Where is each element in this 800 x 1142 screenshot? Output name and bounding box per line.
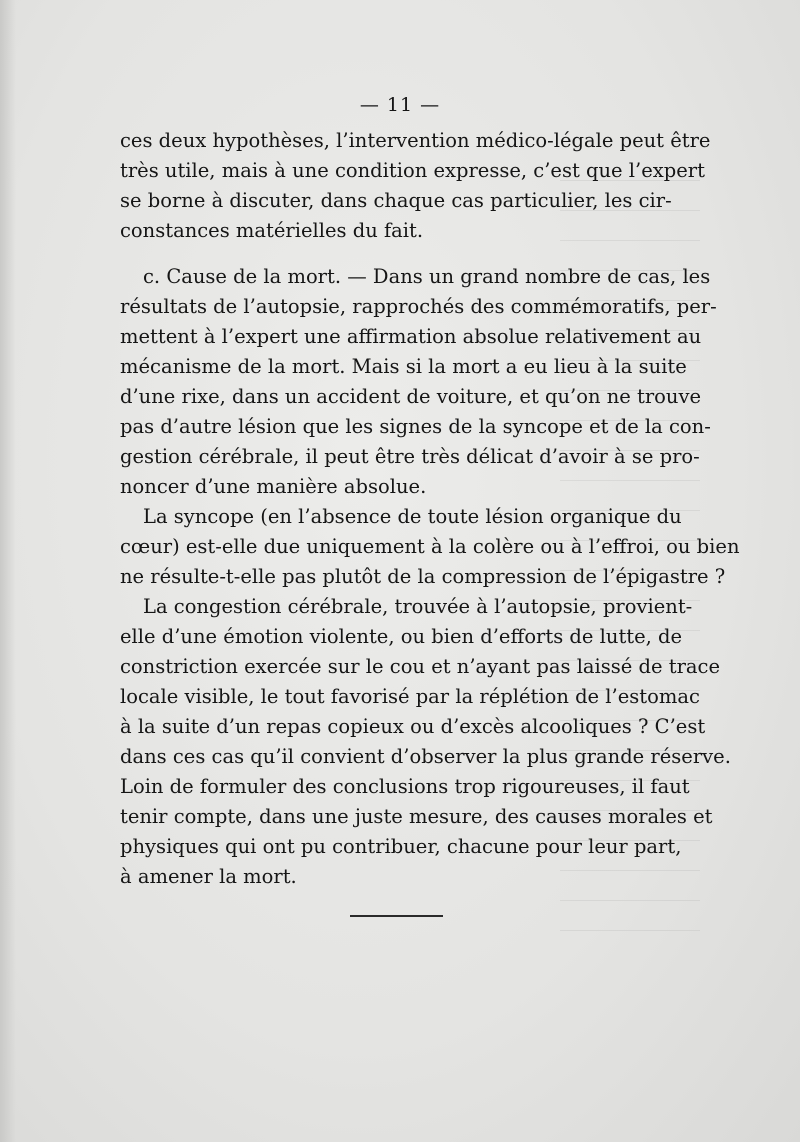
text-line: d’une rixe, dans un accident de voiture, et qu’on ne trouve [120,385,702,408]
text-line: gestion cérébrale, il peut être très délicat d’avoir à se pro- [120,445,700,468]
text-line: à amener la mort. [120,865,297,888]
text-line: constriction exercée sur le cou et n’ayant pas laissé de trace [120,655,721,678]
text-line: physiques qui ont pu contribuer, chacune pour leur part, [120,835,682,858]
text-line: La syncope (en l’absence de toute lésion organique du [143,505,682,528]
text-line: ne résulte-t-elle pas plutôt de la compression de l’épigastre ? [120,565,726,588]
text-line: cœur) est-elle due uniquement à la colère ou à l’effroi, ou bien [120,535,740,558]
text-line: très utile, mais à une condition expresse, c’est que l’expert [120,159,705,182]
text-line: ces deux hypothèses, l’intervention médico-légale peut être [120,129,711,152]
text-line: à la suite d’un repas copieux ou d’excès alcooliques ? C’est [120,715,706,738]
text-line: c. Cause de la mort. — Dans un grand nombre de cas, les [143,265,711,288]
text-line: locale visible, le tout favorisé par la réplétion de l’estomac [120,685,700,708]
text-line: mécanisme de la mort. Mais si la mort a eu lieu à la suite [120,355,687,378]
binding-shadow [0,0,16,1142]
text-line: résultats de l’autopsie, rapprochés des commémoratifs, per- [120,295,717,318]
text-line: dans ces cas qu’il convient d’observer la plus grande réserve. [120,745,731,768]
text-line: Loin de formuler des conclusions trop rigoureuses, il faut [120,775,690,798]
text-line: constances matérielles du fait. [120,219,424,242]
text-line: pas d’autre lésion que les signes de la syncope et de la con- [120,415,711,438]
text-line: elle d’une émotion violente, ou bien d’efforts de lutte, de [120,625,683,648]
page-number: — 11 — [359,94,441,116]
text-line: tenir compte, dans une juste mesure, des causes morales et [120,805,713,828]
text-line: La congestion cérébrale, trouvée à l’autopsie, provient- [143,595,693,618]
text-line: noncer d’une manière absolue. [120,475,427,498]
text-line: mettent à l’expert une affirmation absolue relativement au [120,325,702,348]
text-line: se borne à discuter, dans chaque cas particulier, les cir- [120,189,672,212]
section-rule [350,915,443,917]
